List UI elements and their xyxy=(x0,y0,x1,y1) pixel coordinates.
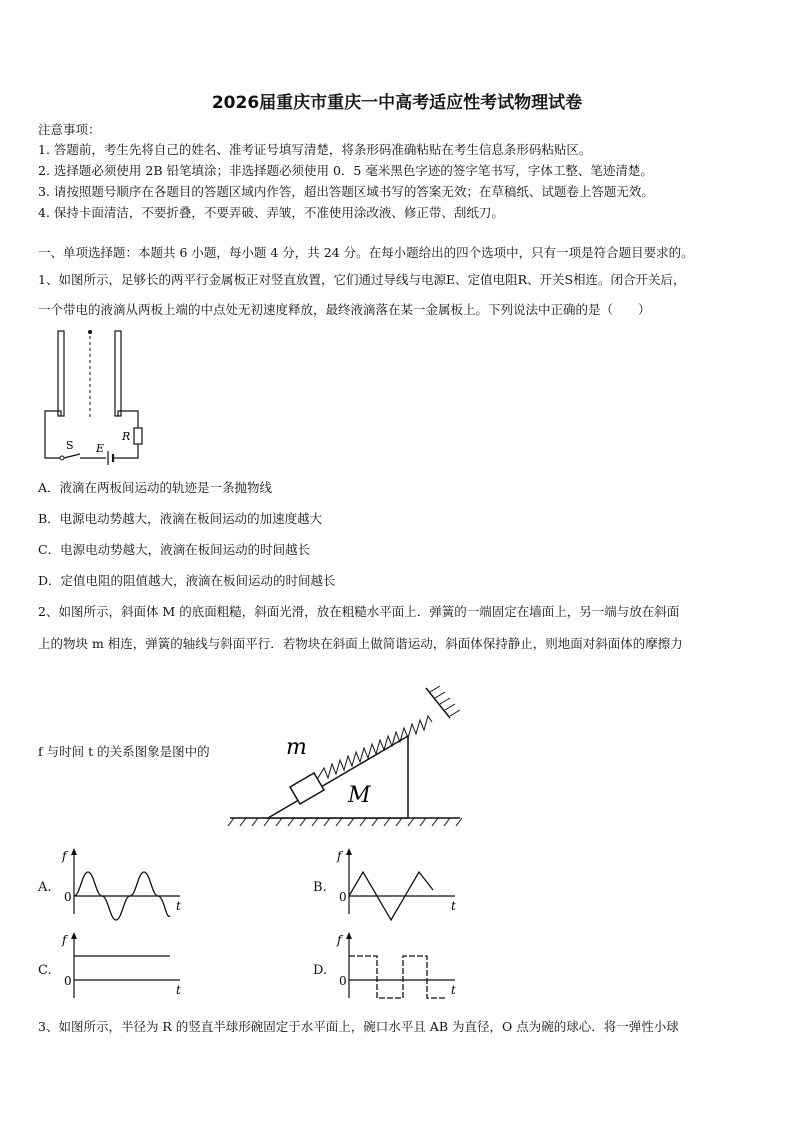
q1-option: C．电源电动势越大，液滴在板间运动的时间越长 xyxy=(38,542,311,557)
notice-heading: 注意事项： xyxy=(38,122,101,137)
t-axis-label: t xyxy=(451,899,456,913)
t-axis-label: t xyxy=(176,983,181,997)
graph-c-label[interactable]: C. xyxy=(38,963,52,978)
notice-item: 3. 请按照题号顺序在各题目的答题区域内作答，超出答题区域书写的答案无效；在草稿纸、试题卷上答题无效。 xyxy=(38,184,654,199)
notice-item: 1. 答题前，考生先将自己的姓名、准考证号填写清楚，将条形码准确粘贴在考生信息条形码粘贴区。 xyxy=(38,142,592,157)
graph-c[interactable] xyxy=(62,930,187,1000)
graph-d-label[interactable]: D. xyxy=(313,963,328,978)
origin-label: 0 xyxy=(64,890,72,904)
emf-label: E xyxy=(96,442,105,455)
f-axis-label: f xyxy=(62,933,67,947)
q2-incline-figure xyxy=(228,670,468,830)
notice-item: 4. 保持卡面清洁，不要折叠，不要弄破、弄皱，不准使用涂改液、修正带、刮纸刀。 xyxy=(38,205,504,220)
q3-stem-line: 3、如图所示，半径为 R 的竖直半球形碗固定于水平面上，碗口水平且 AB 为直径，O 点为碗的球心．将一弹性小球 xyxy=(38,1019,679,1034)
section-heading: 一、单项选择题：本题共 6 小题，每小题 4 分，共 24 分。在每小题给出的四个选项中，只有一项是符合题目要求的。 xyxy=(38,245,694,260)
q2-stem-line: 上的物块 m 相连，弹簧的轴线与斜面平行．若物块在斜面上做简谐运动，斜面体保持静止，则地面对斜面体的摩擦力 xyxy=(38,636,683,651)
q1-option: D．定值电阻的阻值越大，液滴在板间运动的时间越长 xyxy=(38,573,336,588)
q1-stem-line: 一个带电的液滴从两板上端的中点处无初速度释放，最终液滴落在某一金属板上。下列说法中正确的是（ ） xyxy=(38,302,651,317)
switch-label: S xyxy=(66,439,74,452)
block-label: m xyxy=(286,735,307,760)
f-axis-label: f xyxy=(337,849,342,863)
origin-label: 0 xyxy=(339,974,347,988)
q1-option: B．电源电动势越大，液滴在板间运动的加速度越大 xyxy=(38,511,323,526)
q1-stem-line: 1、如图所示，足够长的两平行金属板正对竖直放置，它们通过导线与电源E、定值电阻R、开关S相连。闭合开关后， xyxy=(38,272,686,287)
graph-b-label[interactable]: B. xyxy=(313,880,327,895)
page-title: 2026届重庆市重庆一中高考适应性考试物理试卷 xyxy=(211,93,583,113)
q1-circuit-figure xyxy=(38,328,148,463)
incline-label: M xyxy=(348,783,371,808)
t-axis-label: t xyxy=(451,983,456,997)
q1-option: A．液滴在两板间运动的轨迹是一条抛物线 xyxy=(38,480,273,495)
origin-label: 0 xyxy=(339,890,347,904)
graph-b[interactable] xyxy=(337,846,462,916)
q2-stem-line: f 与时间 t 的关系图象是图中的 xyxy=(38,744,210,759)
graph-d[interactable] xyxy=(337,930,462,1000)
t-axis-label: t xyxy=(176,899,181,913)
origin-label: 0 xyxy=(64,974,72,988)
resistor-label: R xyxy=(122,430,131,443)
graph-a-label[interactable]: A. xyxy=(38,880,52,895)
f-axis-label: f xyxy=(62,849,67,863)
notice-item: 2. 选择题必须使用 2B 铅笔填涂；非选择题必须使用 0．5 毫米黑色字迹的签字笔书写，字体工整、笔迹清楚。 xyxy=(38,163,653,178)
f-axis-label: f xyxy=(337,933,342,947)
q2-stem-line: 2、如图所示，斜面体 M 的底面粗糙，斜面光滑，放在粗糙水平面上．弹簧的一端固定在墙面上，另一端与放在斜面 xyxy=(38,604,680,619)
graph-a[interactable] xyxy=(62,846,187,916)
